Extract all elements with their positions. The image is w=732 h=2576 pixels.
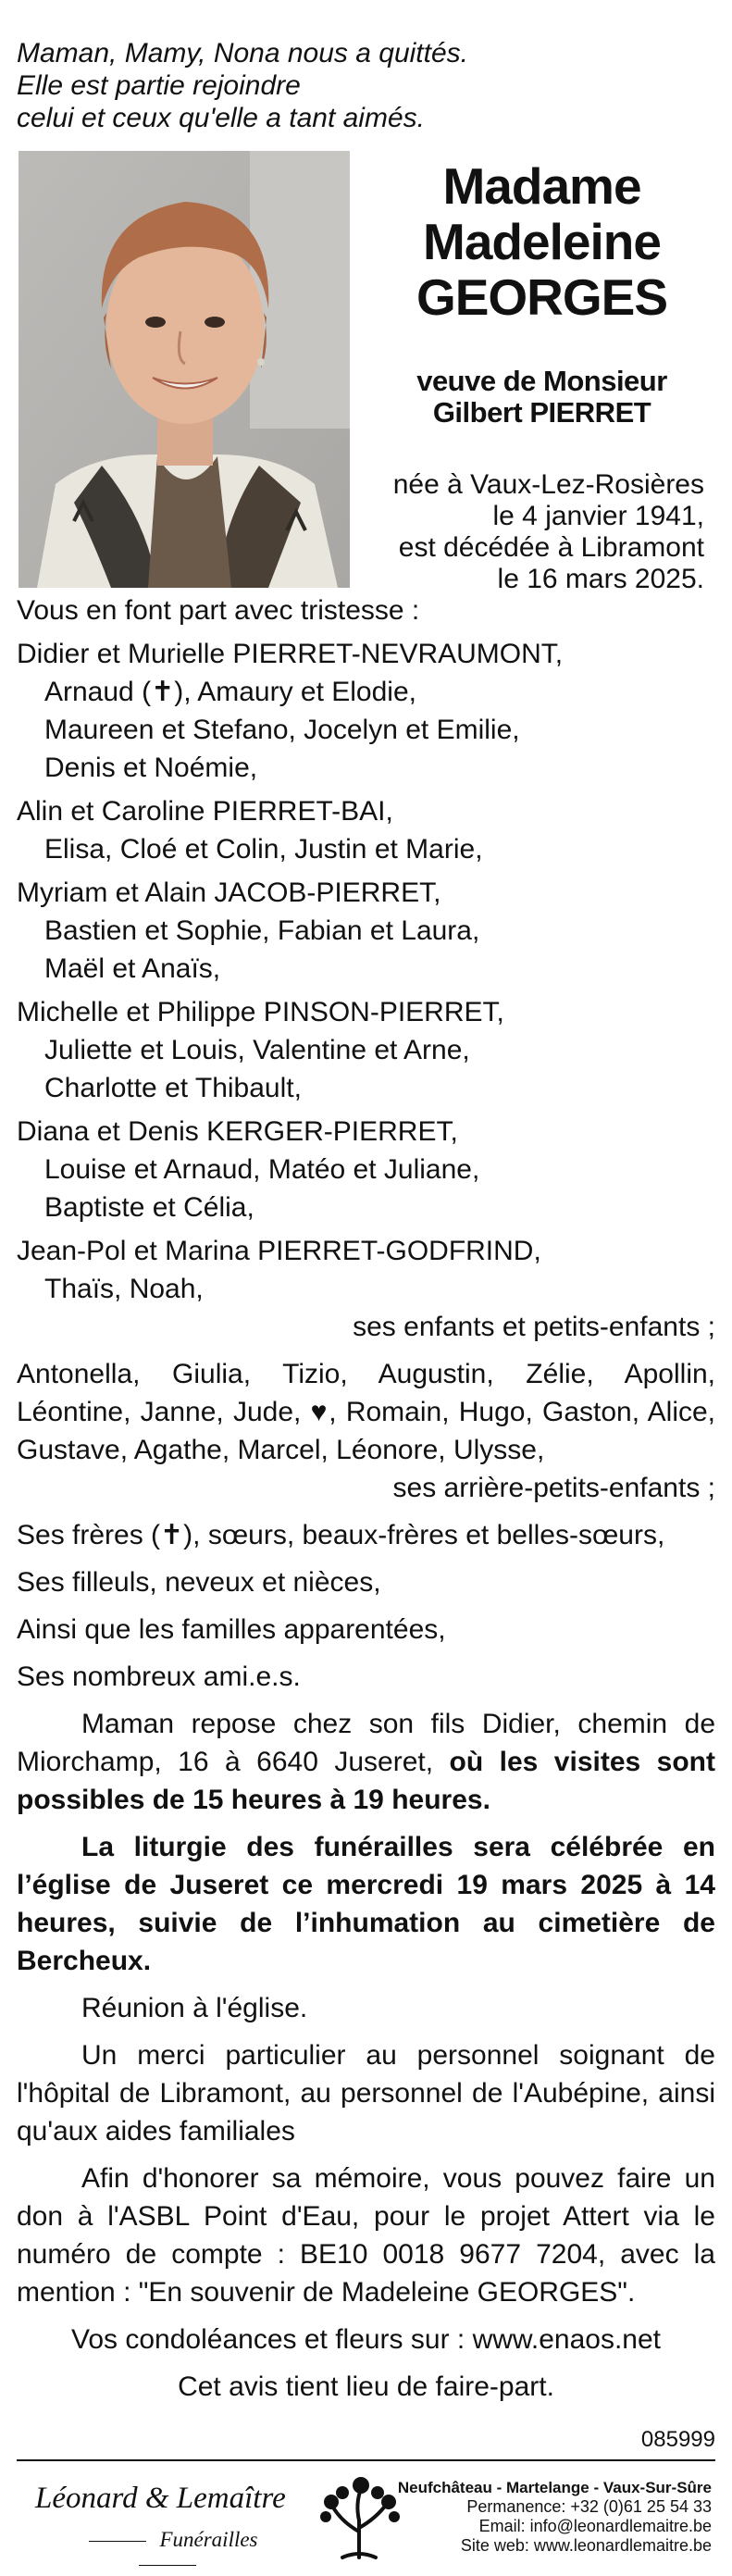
- children-label: ses enfants et petits-enfants ;: [353, 1312, 715, 1342]
- funeral-home-footer: [17, 2461, 715, 2572]
- thanks-paragraph: Un merci particulier au personnel soignant de l'hôpital de Libramont, au personnel de l'Aubépine, ainsi qu'aux aides familiales: [17, 2040, 715, 2147]
- repose-paragraph: [17, 1705, 715, 1819]
- reference-number: 085999: [640, 2427, 715, 2452]
- intro-line: Elle est partie rejoindre: [17, 70, 301, 101]
- birth-line: le 16 mars 2025.: [497, 564, 704, 594]
- identity-block: [368, 151, 715, 595]
- relatives-line: Ses nombreux ami.e.s.: [17, 1661, 301, 1692]
- deceased-name: [368, 158, 715, 325]
- widow-of: [368, 366, 715, 429]
- phone[interactable]: Permanence: +32 (0)61 25 54 33: [466, 2497, 712, 2516]
- family-member-line: Juliette et Louis, Valentine et Arne,: [44, 1035, 470, 1065]
- name-line: GEORGES: [416, 268, 668, 326]
- great-grandchildren-label: ses arrière-petits-enfants ;: [392, 1473, 715, 1503]
- family-member-line: Louise et Arnaud, Matéo et Juliane,: [44, 1154, 480, 1185]
- family-head: Myriam et Alain JACOB-PIERRET,: [17, 877, 441, 908]
- birth-death-info: [368, 469, 715, 595]
- family-group: [17, 635, 715, 787]
- widow-line: Gilbert PIERRET: [432, 396, 651, 429]
- family-group: [17, 874, 715, 988]
- locations: Neufchâteau - Martelange - Vaux-Sur-Sûre: [397, 2479, 712, 2496]
- birth-line: est décédée à Libramont: [398, 532, 704, 563]
- tree-icon: [315, 2476, 403, 2561]
- relatives-line: Ses filleuls, neveux et nièces,: [17, 1567, 381, 1598]
- relatives-line: Ses frères (✝), sœurs, beaux-frères et belles-sœurs,: [17, 1520, 665, 1550]
- family-member-line: Maureen et Stefano, Jocelyn et Emilie,: [44, 715, 520, 745]
- header-block: [17, 151, 715, 641]
- notice-text: Cet avis tient lieu de faire-part.: [178, 2371, 554, 2402]
- family-head: Diana et Denis KERGER-PIERRET,: [17, 1116, 458, 1147]
- intro-line: celui et ceux qu'elle a tant aimés.: [17, 103, 425, 133]
- name-line: Madame: [442, 157, 641, 215]
- funeral-home-contact: [398, 2478, 712, 2556]
- family-member-line: Charlotte et Thibault,: [44, 1073, 302, 1103]
- reunion-text: Réunion à l'église.: [81, 1993, 308, 2023]
- birth-line: le 4 janvier 1941,: [492, 501, 704, 531]
- family-member-line: Elisa, Cloé et Colin, Justin et Marie,: [44, 834, 483, 865]
- website[interactable]: Site web: www.leonardlemaitre.be: [460, 2536, 712, 2555]
- repose-text: Maman repose chez son fils Didier, chemin de Miorchamp, 16 à 6640 Juseret,: [17, 1709, 715, 1777]
- family-member-line: Maël et Anaïs,: [44, 953, 221, 984]
- name-line: Madeleine: [423, 213, 661, 270]
- email[interactable]: Email: info@leonardlemaitre.be: [478, 2517, 712, 2535]
- family-member-line: Baptiste et Célia,: [44, 1192, 254, 1223]
- widow-line: veuve de Monsieur: [416, 365, 667, 397]
- family-group: [17, 792, 715, 868]
- donation-paragraph: Afin d'honorer sa mémoire, vous pouvez faire un don à l'ASBL Point d'Eau, pour le projet Attert via le numéro de compte : BE10 0018 9677 7204, avec la mention : "En souvenir de Madeleine GEORGES".: [17, 2163, 715, 2308]
- announcement: Vous en font part avec tristesse :: [17, 595, 420, 626]
- visit-hours: où les visites sont possibles de 15 heures à 19 heures.: [17, 1747, 715, 1815]
- funeral-home-name: Léonard & Lemaître: [35, 2482, 286, 2515]
- family-member-line: Arnaud (✝), Amaury et Elodie,: [44, 677, 416, 707]
- intro-line: Maman, Mamy, Nona nous a quittés.: [17, 38, 468, 68]
- intro-text: [17, 0, 715, 134]
- funeral-home-subtitle: [35, 2528, 299, 2576]
- liturgy-paragraph: La liturgie des funérailles sera célébrée en l’église de Juseret ce mercredi 19 mars 2025 à 14 heures, suivie de l’inhumation au cimetière de Bercheux.: [17, 1832, 715, 1976]
- great-grandchildren-list: Antonella, Giulia, Tizio, Augustin, Zélie, Apollin, Léontine, Janne, Jude, ♥, Romain, Hugo, Gaston, Alice, Gustave, Agathe, Marcel, Léonore, Ulysse,: [17, 1359, 715, 1465]
- family-member-line: Denis et Noémie,: [44, 753, 258, 783]
- family-member-line: Bastien et Sophie, Fabian et Laura,: [44, 915, 480, 946]
- family-head: Michelle et Philippe PINSON-PIERRET,: [17, 997, 504, 1027]
- family-group: [17, 1113, 715, 1226]
- condolences-link[interactable]: Vos condoléances et fleurs sur : www.enaos.net: [70, 2324, 662, 2355]
- family-head: Didier et Murielle PIERRET-NEVRAUMONT,: [17, 639, 564, 669]
- relatives-line: Ainsi que les familles apparentées,: [17, 1614, 446, 1645]
- family-member-line: Thaïs, Noah,: [44, 1274, 204, 1304]
- family-group: [17, 993, 715, 1107]
- family-group: [17, 1232, 715, 1308]
- birth-line: née à Vaux-Lez-Rosières: [392, 469, 704, 500]
- family-head: Alin et Caroline PIERRET-BAI,: [17, 796, 393, 827]
- obituary-body: [17, 591, 715, 2406]
- funeral-home-sub: Funérailles: [159, 2528, 258, 2551]
- family-head: Jean-Pol et Marina PIERRET-GODFRIND,: [17, 1236, 541, 1266]
- portrait-photo: [19, 151, 350, 588]
